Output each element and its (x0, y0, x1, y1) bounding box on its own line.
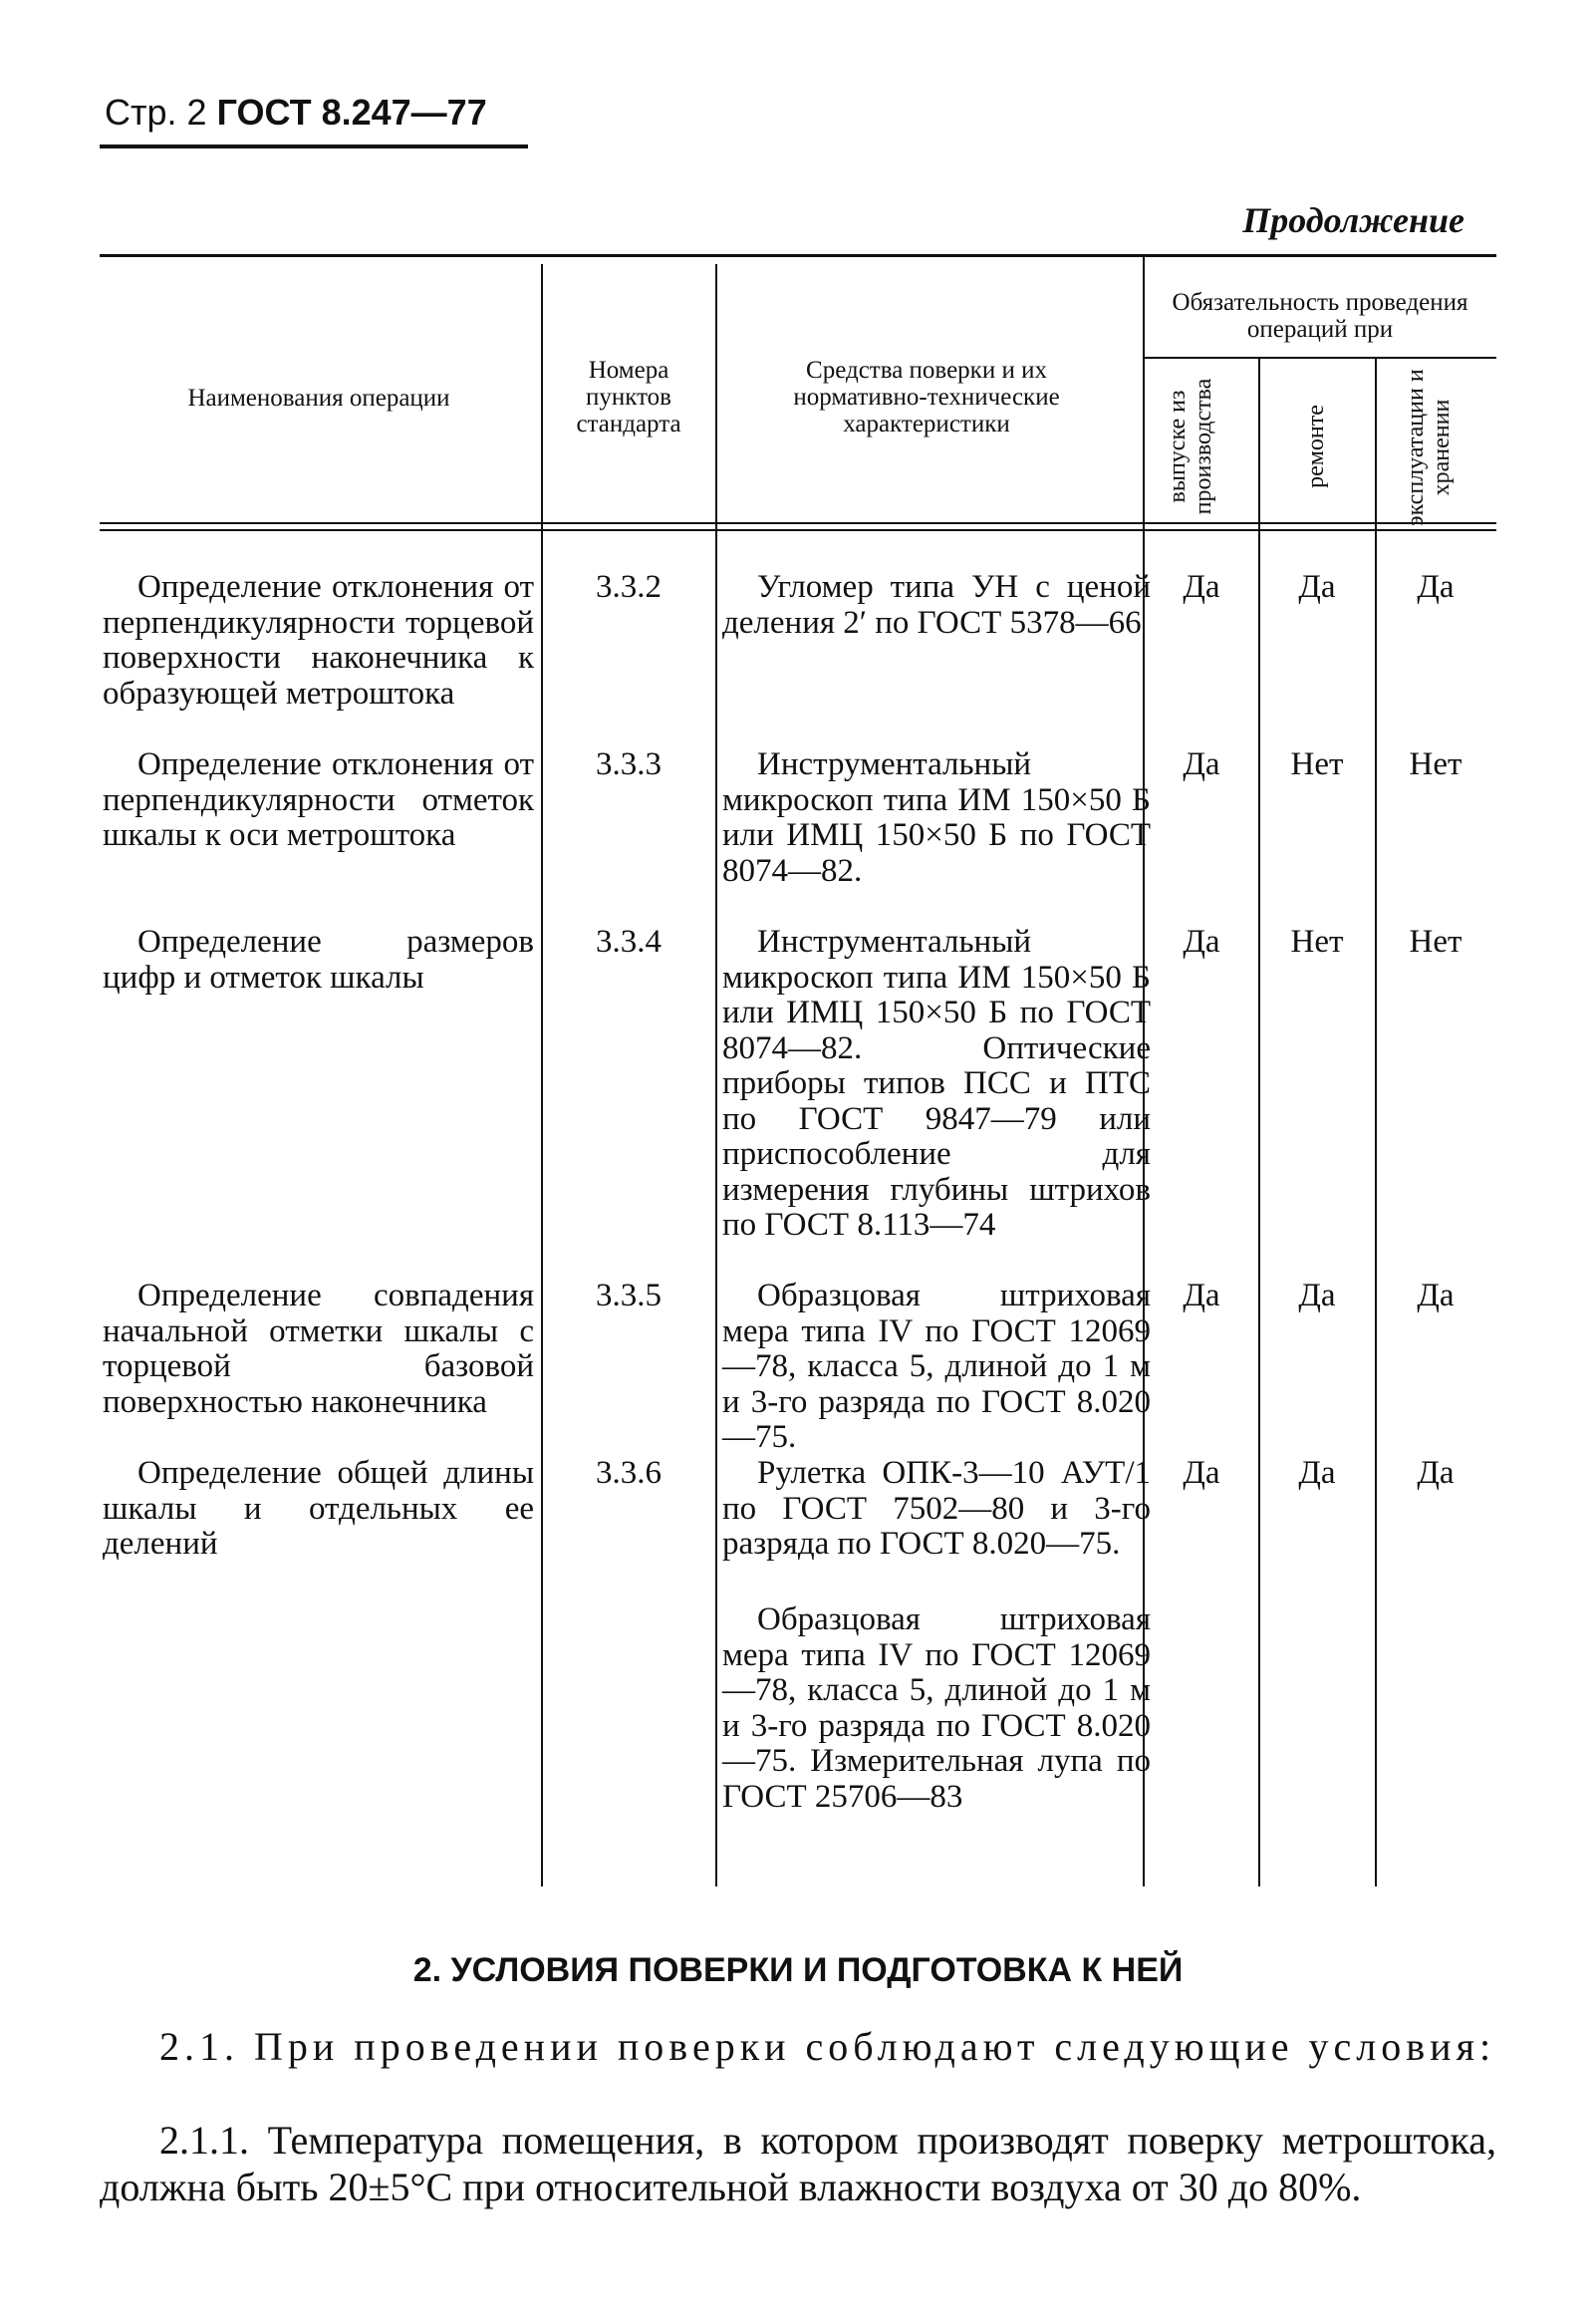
row-5-operation: Определение общей длины шкалы и отдельных ее делений (103, 1455, 534, 1562)
row-2-repair: Нет (1290, 746, 1344, 782)
row-5-exploitation: Да (1417, 1455, 1455, 1491)
row-4-exploitation: Да (1417, 1278, 1455, 1313)
row-5-means-b: Образцовая штриховая мера типа IV по ГОСТ 12069—78, класса 5, длиной до 1 м и 3-го разряда по ГОСТ 8.020—75. Измерительная лупа по ГОСТ 25706—83 (722, 1601, 1151, 1815)
row-3-operation: Определение размеров цифр и отметок шкалы (103, 924, 534, 996)
table-header-rule-2 (100, 529, 1496, 531)
row-2-release: Да (1183, 746, 1220, 782)
paragraph-2-1-1 (100, 2117, 1496, 2210)
column-divider-4 (1258, 359, 1260, 1886)
row-4-point: 3.3.5 (596, 1278, 662, 1313)
row-1-point: 3.3.2 (596, 569, 662, 605)
row-5-means-a: Рулетка ОПК-3—10 АУТ/1 по ГОСТ 7502—80 и 3-го разряда по ГОСТ 8.020—75. (722, 1455, 1151, 1562)
header-exploitation: эксплуатации и хранении (1403, 369, 1455, 526)
row-3-means: Инструментальный микроскоп типа ИМ 150×50 Б или ИМЦ 150×50 Б по ГОСТ 8074—82. Оптические приборы типов ПСС и ПТС по ГОСТ 9847—79 или приспособление для измерения глубины штрихов по ГОСТ 8.113—74 (722, 924, 1151, 1243)
paragraph-2-1 (100, 2023, 1496, 2070)
row-3-repair: Нет (1290, 924, 1344, 960)
section-title: 2. УСЛОВИЯ ПОВЕРКИ И ПОДГОТОВКА К НЕЙ (412, 1951, 1184, 1989)
paragraph-2-1-1-text: 2.1.1. Температура помещения, в котором производят поверку метроштока, должна быть 20±5°С при относительной влажности воздуха от 30 до 80%. (100, 2118, 1496, 2209)
header-means: Средства поверки и их нормативно-технические характеристики (793, 357, 1060, 437)
page-number: Стр. 2 (105, 92, 207, 133)
header-release: выпуске из производства (1165, 378, 1216, 515)
row-4-repair: Да (1298, 1278, 1336, 1313)
column-divider-1 (541, 264, 543, 1886)
row-3-exploitation: Нет (1409, 924, 1463, 960)
row-1-means: Угломер типа УН с ценой деления 2′ по ГОСТ 5378—66 (722, 569, 1151, 641)
row-5-repair: Да (1298, 1455, 1336, 1491)
mandatory-group-rule (1143, 357, 1496, 359)
row-1-exploitation: Да (1417, 569, 1455, 605)
row-2-point: 3.3.3 (596, 746, 662, 782)
row-3-release: Да (1183, 924, 1220, 960)
header-repair: ремонте (1303, 405, 1329, 488)
standard-number: ГОСТ 8.247—77 (216, 92, 487, 133)
row-2-exploitation: Нет (1409, 746, 1463, 782)
header-points: Номера пунктов стандарта (576, 357, 681, 437)
row-5-point: 3.3.6 (596, 1455, 662, 1491)
header-operation: Наименования операции (187, 385, 450, 412)
paragraph-2-1-text: 2.1. При проведении поверки соблюдают следующие условия: (159, 2024, 1496, 2069)
row-1-operation: Определение отклонения от перпендикулярности торцевой поверхности наконечника к образующей метроштока (103, 569, 534, 712)
row-3-point: 3.3.4 (596, 924, 662, 960)
table-top-rule (100, 254, 1496, 257)
row-1-repair: Да (1298, 569, 1336, 605)
row-1-release: Да (1183, 569, 1220, 605)
row-4-operation: Определение совпадения начальной отметки шкалы с торцевой базовой поверхностью наконечника (103, 1278, 534, 1420)
column-divider-2 (715, 264, 717, 1886)
header-mandatory: Обязательность проведения операций при (1172, 289, 1468, 343)
row-5-release: Да (1183, 1455, 1220, 1491)
row-4-release: Да (1183, 1278, 1220, 1313)
header-rule (100, 145, 528, 148)
table-header-rule (100, 522, 1496, 524)
row-2-means: Инструментальный микроскоп типа ИМ 150×50 Б или ИМЦ 150×50 Б по ГОСТ 8074—82. (722, 746, 1151, 889)
row-4-means: Образцовая штриховая мера типа IV по ГОСТ 12069—78, класса 5, длиной до 1 м и 3-го разряда по ГОСТ 8.020—75. (722, 1278, 1151, 1455)
page-header (105, 92, 487, 134)
column-divider-5 (1375, 359, 1377, 1886)
row-2-operation: Определение отклонения от перпендикулярности отметок шкалы к оси метроштока (103, 746, 534, 853)
continuation-label: Продолжение (1242, 200, 1464, 240)
